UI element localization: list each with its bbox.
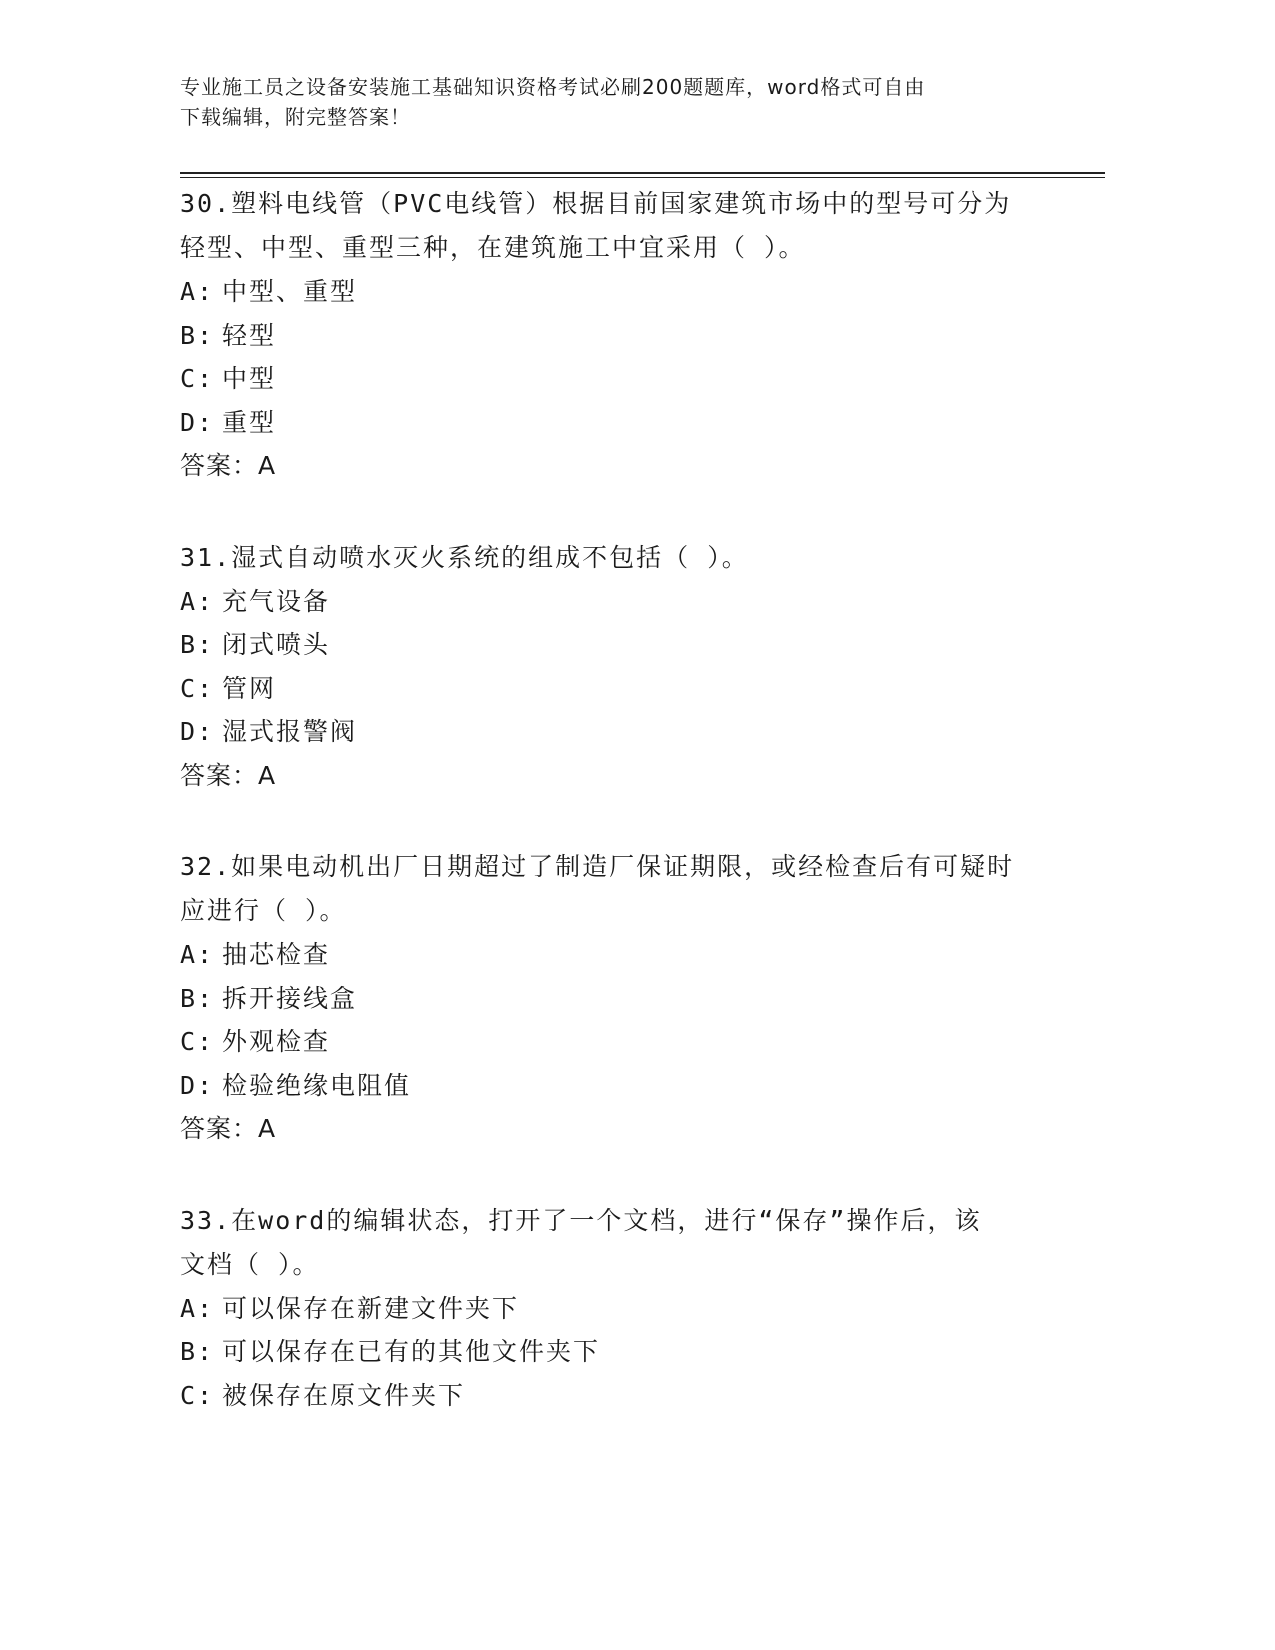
option-text: 外观检查 xyxy=(222,1027,331,1056)
question-33 xyxy=(180,1199,1080,1418)
option-letter: A: xyxy=(180,277,215,306)
option-letter: B: xyxy=(180,1337,215,1366)
option-a xyxy=(180,580,1080,624)
option-c xyxy=(180,667,1080,711)
question-text xyxy=(180,536,1080,580)
option-c xyxy=(180,1374,1080,1418)
option-d xyxy=(180,710,1080,754)
option-text: 管网 xyxy=(222,673,277,703)
option-b xyxy=(180,977,1080,1021)
option-letter: A: xyxy=(180,940,215,969)
answer-line: 答案：A xyxy=(180,760,277,790)
option-text: 湿式报警阀 xyxy=(222,717,358,746)
option-letter: D: xyxy=(180,407,215,437)
header-line-2: 下载编辑，附完整答案！ xyxy=(180,105,411,129)
option-c xyxy=(180,357,1080,401)
option-text: 被保存在原文件夹下 xyxy=(222,1380,466,1410)
option-letter: B: xyxy=(180,630,215,659)
option-text: 中型 xyxy=(222,364,277,393)
option-c xyxy=(180,1020,1080,1064)
option-letter: B: xyxy=(180,983,215,1013)
header-divider-thin xyxy=(180,177,1105,178)
option-text: 中型、重型 xyxy=(222,277,358,306)
question-text-line-2: 轻型、中型、重型三种，在建筑施工中宜采用（ ）。 xyxy=(180,233,806,262)
option-text: 抽芯检查 xyxy=(222,940,331,969)
question-30 xyxy=(180,182,1080,488)
option-b xyxy=(180,314,1080,358)
question-text-line-1: 33.在word的编辑状态，打开了一个文档，进行“保存”操作后，该 xyxy=(180,1205,982,1235)
option-text: 拆开接线盒 xyxy=(222,983,358,1013)
option-d xyxy=(180,1064,1080,1108)
option-d xyxy=(180,401,1080,445)
question-text-line-1: 32.如果电动机出厂日期超过了制造厂保证期限，或经检查后有可疑时 xyxy=(180,852,1015,881)
option-text: 轻型 xyxy=(222,320,277,350)
option-letter: C: xyxy=(180,364,215,393)
question-text-line-1: 30.塑料电线管（PVC电线管）根据目前国家建筑市场中的型号可分为 xyxy=(180,189,1012,218)
option-letter: D: xyxy=(180,1070,215,1100)
option-b xyxy=(180,1330,1080,1374)
option-letter: B: xyxy=(180,320,215,350)
document-header xyxy=(180,72,1080,132)
option-letter: A: xyxy=(180,1293,215,1323)
option-letter: C: xyxy=(180,1027,215,1056)
option-text: 充气设备 xyxy=(222,586,331,616)
option-a xyxy=(180,1287,1080,1331)
option-a xyxy=(180,270,1080,314)
option-text: 检验绝缘电阻值 xyxy=(222,1070,412,1100)
option-letter: C: xyxy=(180,1380,215,1410)
option-letter: C: xyxy=(180,673,215,703)
question-31 xyxy=(180,536,1080,798)
answer-line: 答案：A xyxy=(180,1114,277,1143)
question-32 xyxy=(180,845,1080,1151)
header-divider-thick xyxy=(180,172,1105,174)
option-b xyxy=(180,623,1080,667)
option-text: 闭式喷头 xyxy=(222,630,331,659)
option-letter: A: xyxy=(180,586,215,616)
question-text xyxy=(180,182,1080,270)
question-text-line-2: 应进行（ ）。 xyxy=(180,896,347,925)
option-text: 重型 xyxy=(222,407,277,437)
option-text: 可以保存在新建文件夹下 xyxy=(222,1293,520,1323)
question-text-line-1: 31.湿式自动喷水灭火系统的组成不包括（ ）。 xyxy=(180,542,749,572)
header-line-1: 专业施工员之设备安装施工基础知识资格考试必刷200题题库，word格式可自由 xyxy=(180,75,926,99)
question-list xyxy=(180,182,1080,1465)
question-text xyxy=(180,845,1080,933)
question-text xyxy=(180,1199,1080,1287)
answer-line: 答案：A xyxy=(180,451,277,480)
option-a xyxy=(180,933,1080,977)
option-letter: D: xyxy=(180,717,215,746)
question-text-line-2: 文档（ ）。 xyxy=(180,1249,320,1279)
option-text: 可以保存在已有的其他文件夹下 xyxy=(222,1337,601,1366)
